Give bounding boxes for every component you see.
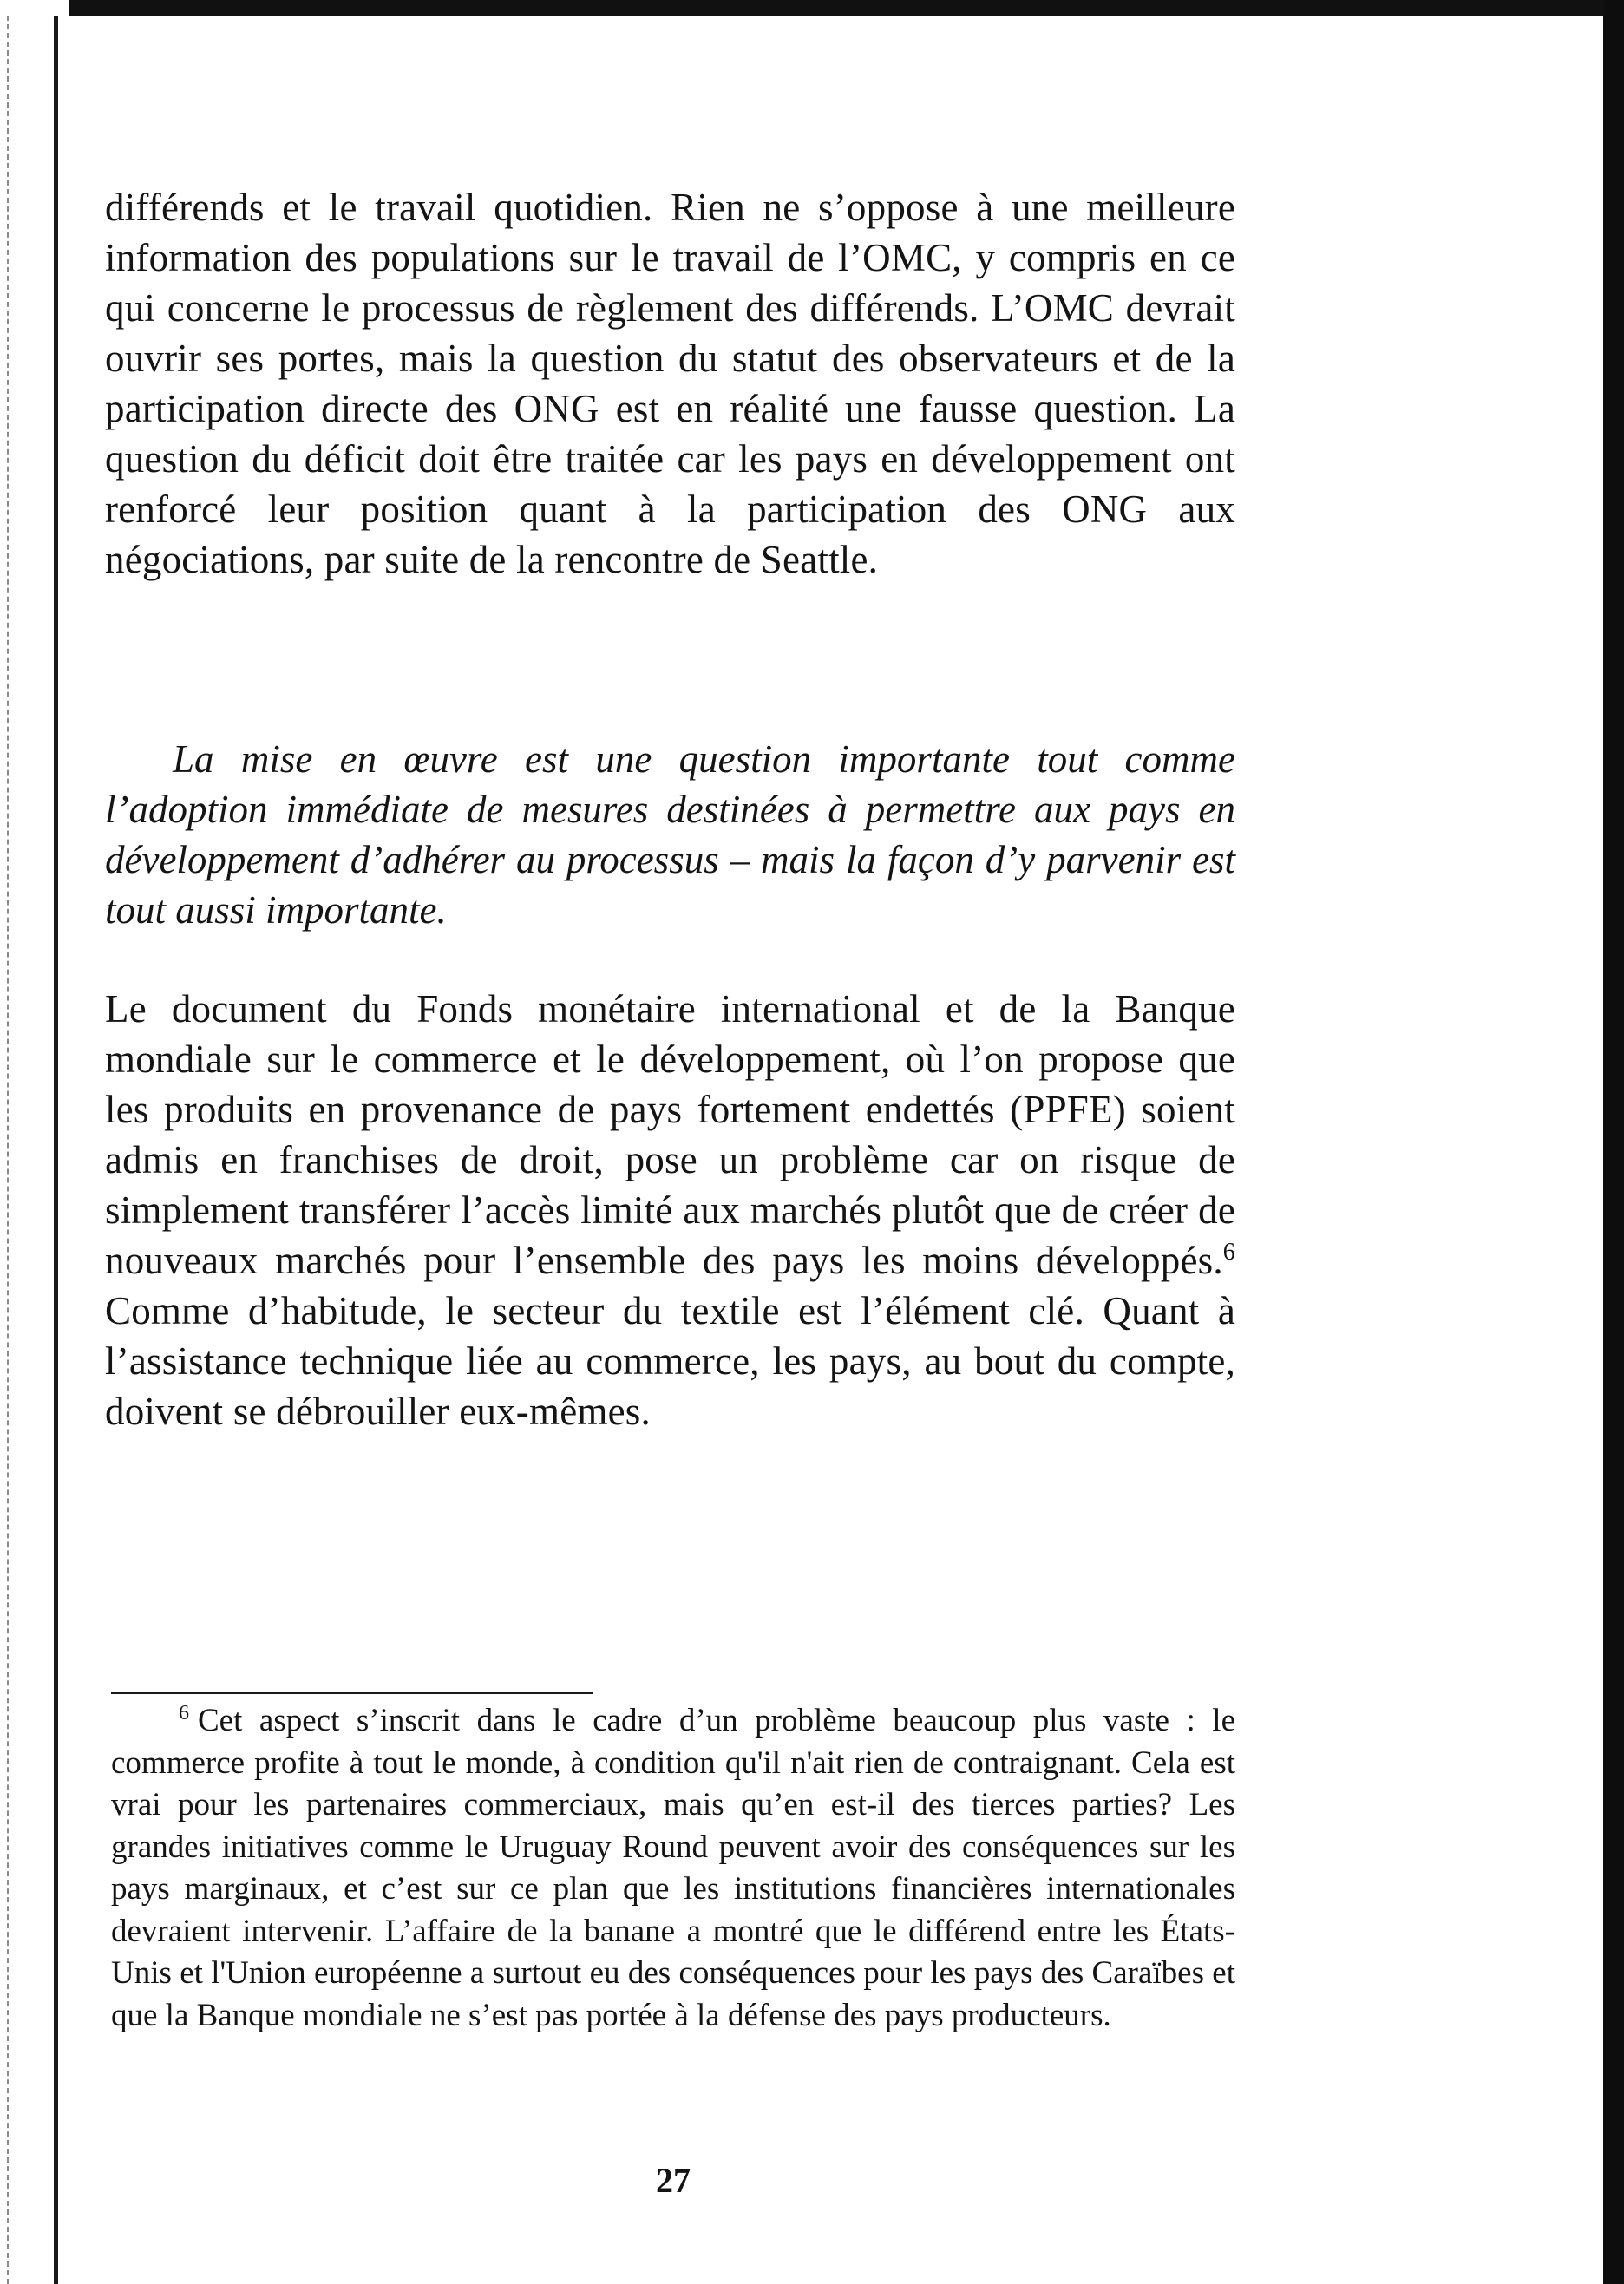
paragraph-1: différends et le travail quotidien. Rien ne s’oppose à une meilleure information des populations sur le travail de l’OMC, y compris en ce qui concerne le processus de règlement des différends. L’OMC devrait ouvrir ses portes, mais la question du statut des observateurs et de la participation directe des ONG est en réalité une fausse question. La question du déficit doit être traitée car les pays en développement ont renforcé leur position quant à la participation des ONG aux négociations, par suite de la rencontre de Seattle. (105, 186, 1235, 581)
paragraph-3-text-a: Le document du Fonds monétaire international et de la Banque mondiale sur le commerce et le développement, où l’on propose que les produits en provenance de pays fortement endettés (PPFE) soient admis en franchises de droit, pose un problème car on risque de simplement transférer l’accès limité aux marchés plutôt que de créer de nouveaux marchés pour l’ensemble des pays les moins développés. (105, 987, 1235, 1282)
paragraph-3-text-b: Comme d’habitude, le secteur du textile est l’élément clé. Quant à l’assistance technique liée au commerce, les pays, au bout du compte, doivent se débrouiller eux-mêmes. (105, 1289, 1235, 1433)
footnote-reference[interactable]: 6 (1222, 1239, 1235, 1266)
footnote-6 (111, 1700, 1235, 2037)
scan-binding-rule (54, 16, 58, 2284)
footnote-separator (111, 1692, 593, 1694)
paragraph-italic-emphasis: La mise en œuvre est une question importante tout comme l’adoption immédiate de mesures destinées à permettre aux pays en développement d’adhérer au processus – mais la façon d’y parvenir est tout aussi importante. (105, 737, 1235, 932)
scan-top-edge (0, 0, 1624, 16)
footnote-marker: 6 (179, 1701, 189, 1724)
page-number: 27 (656, 2161, 691, 2200)
paragraph-3 (105, 984, 1235, 1436)
scan-binding-line (7, 16, 10, 2284)
scan-left-margin (0, 0, 69, 2284)
scan-right-edge (1603, 0, 1624, 2284)
footnote-text: Cet aspect s’inscrit dans le cadre d’un problème beaucoup plus vaste : le commerce profite à tout le monde, à condition qu'il n'ait rien de contraignant. Cela est vrai pour les partenaires commerciaux, mais qu’en est-il des tierces parties? Les grandes initiatives comme le Uruguay Round peuvent avoir des conséquences sur les pays marginaux, et c’est sur ce plan que les institutions financières internationales devraient intervenir. L’affaire de la banane a montré que le différend entre les États-Unis et l'Union européenne a surtout eu des conséquences pour les pays des Caraïbes et que la Banque mondiale ne s’est pas portée à la défense des pays producteurs. (111, 1703, 1235, 2033)
